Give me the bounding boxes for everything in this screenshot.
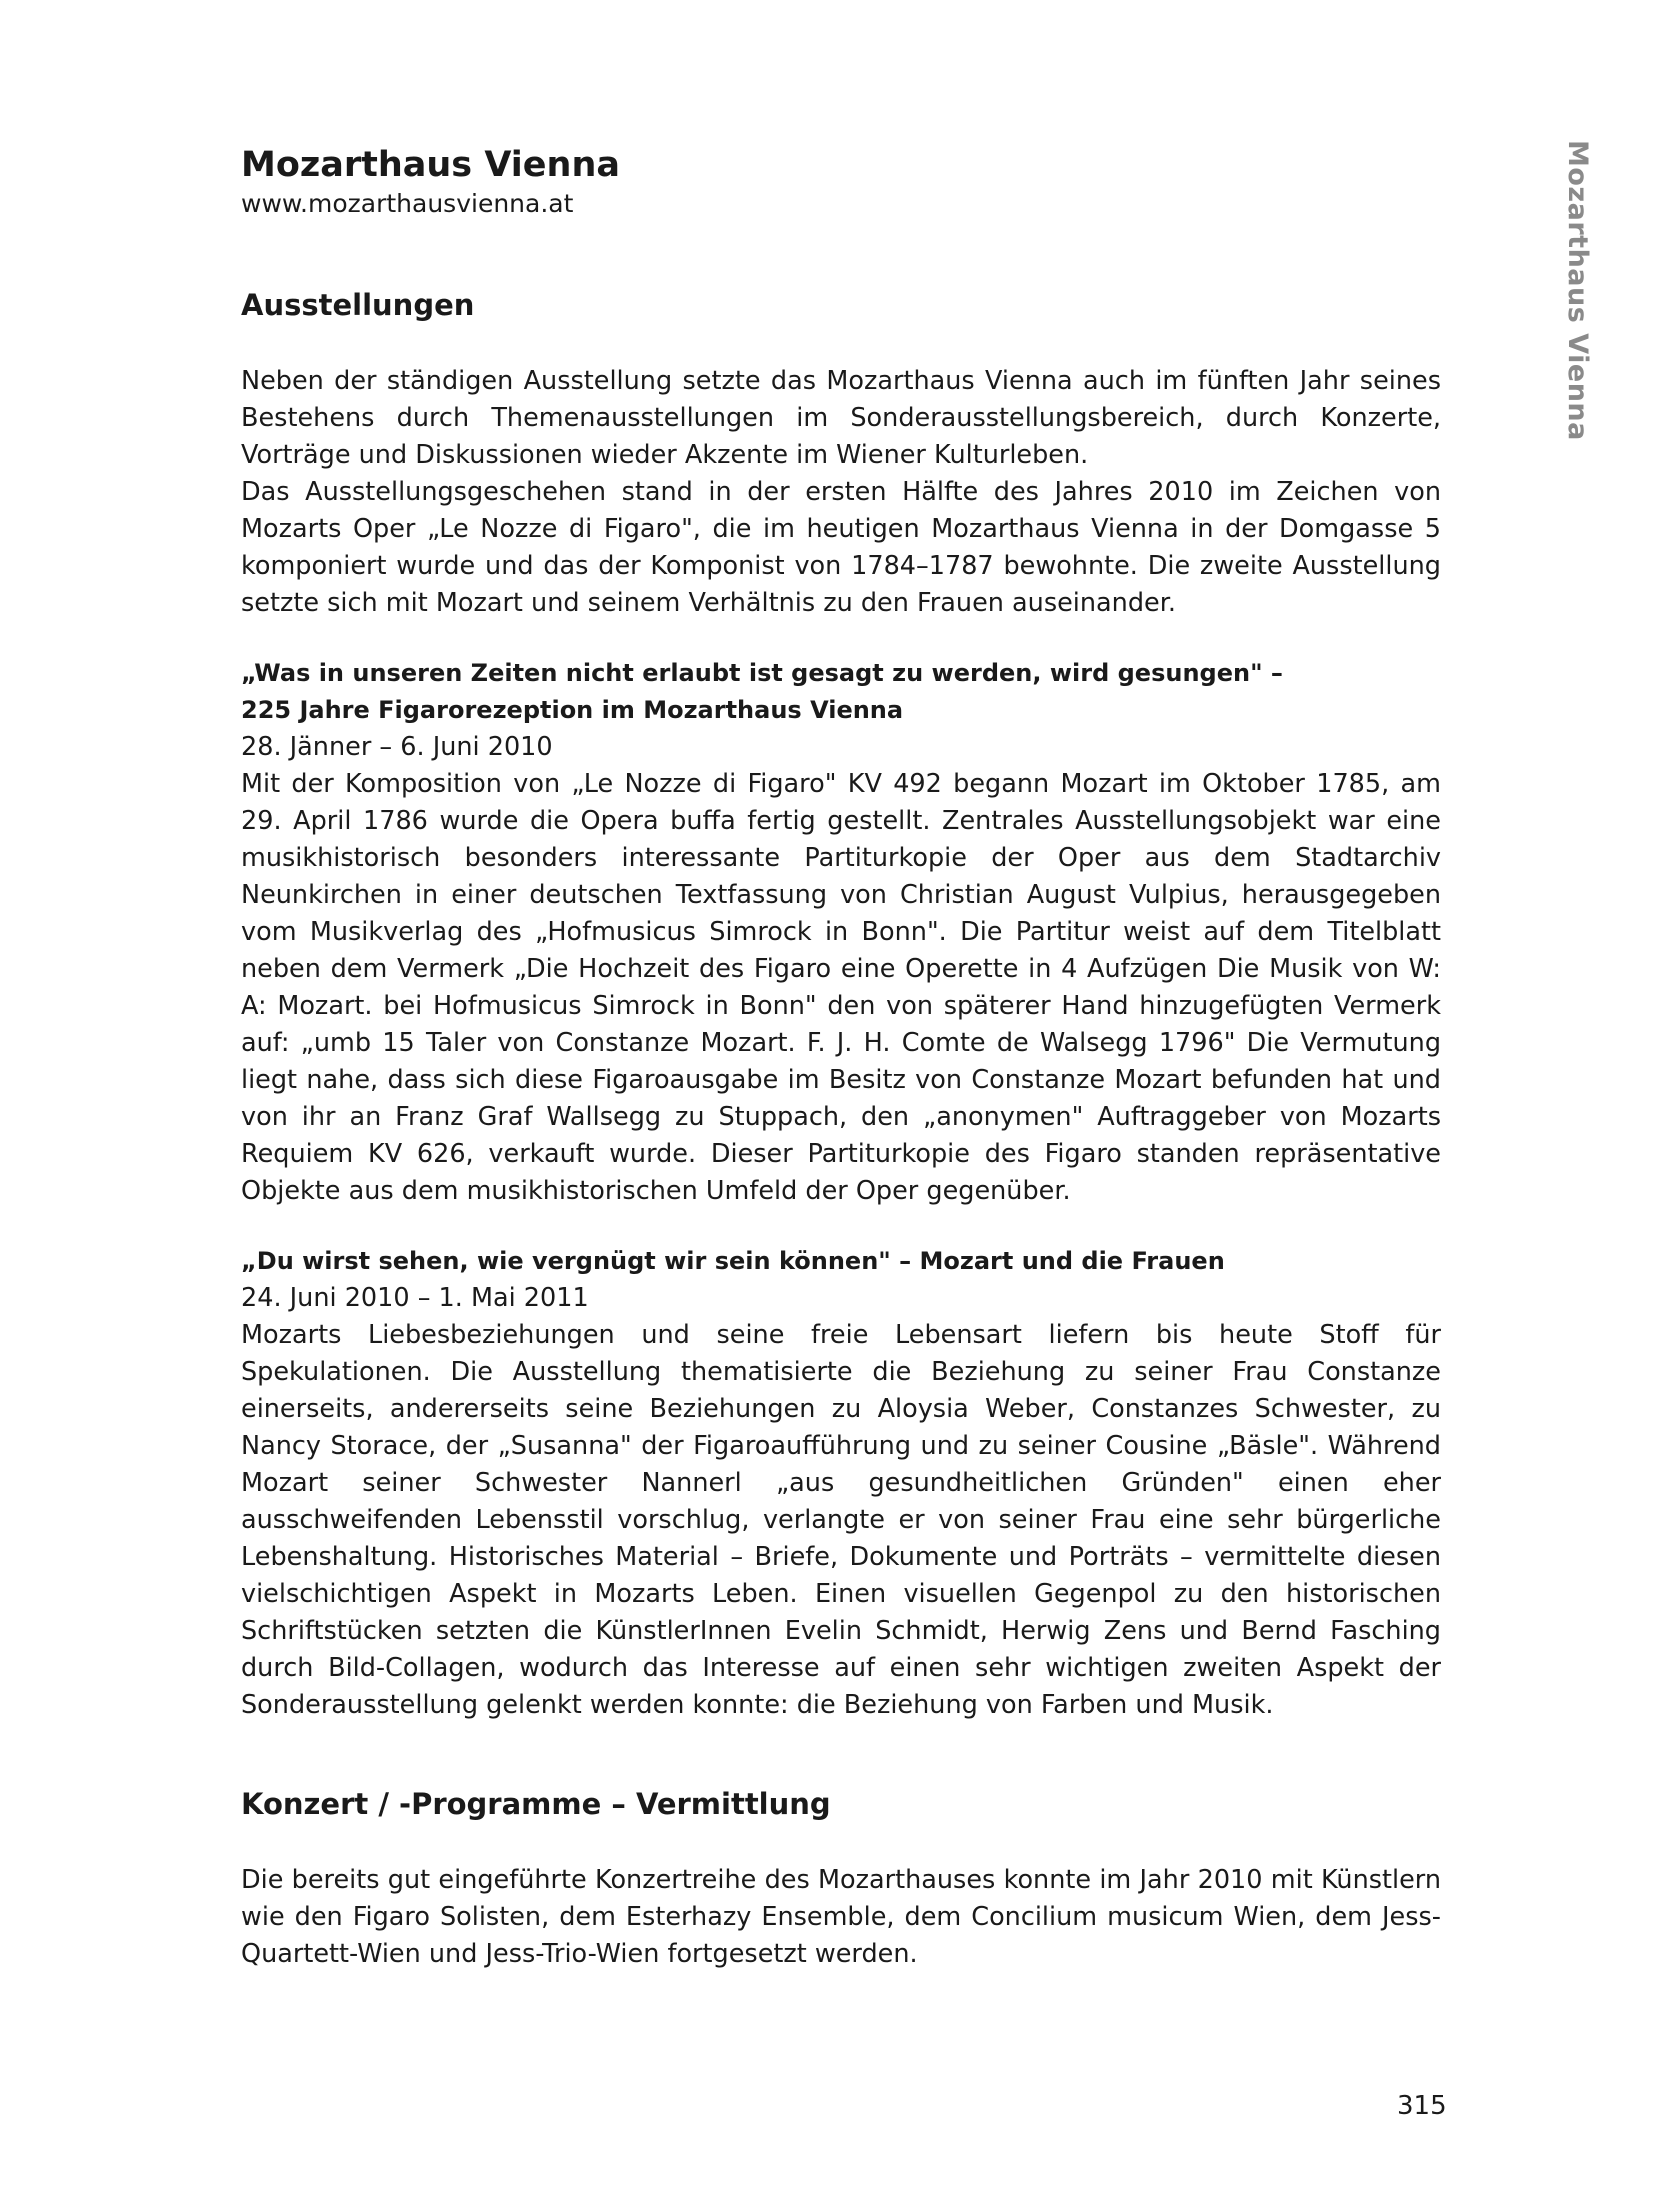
page-content — [241, 143, 1441, 1973]
exhibition-description: Mit der Komposition von „Le Nozze di Figaro" KV 492 begann Mozart im Oktober 1785, am 29. April 1786 wurde die Opera buffa fertig gestellt. Zentrales Ausstellungsobjekt war eine musikhistorisch besonders interessante Partiturkopie der Oper aus dem Stadtarchiv Neunkirchen in einer deutschen Textfassung von Christian August Vulpius, herausgegeben vom Musikverlag des „Hofmusicus Simrock in Bonn". Die Partitur weist auf dem Titelblatt neben dem Vermerk „Die Hochzeit des Figaro eine Operette in 4 Aufzügen Die Musik von W: A: Mozart. bei Hofmusicus Simrock in Bonn" den von späterer Hand hinzugefügten Vermerk auf: „umb 15 Taler von Constanze Mozart. F. J. H. Comte de Walsegg 1796" Die Vermutung liegt nahe, dass sich diese Figaroausgabe im Besitz von Constanze Mozart befunden hat und von ihr an Franz Graf Wallsegg zu Stuppach, den „anonymen" Auftraggeber von Mozarts Requiem KV 626, verkauft wurde. Dieser Partiturkopie des Figaro standen repräsentative Objekte aus dem musikhistorischen Umfeld der Oper gegenüber. — [241, 769, 1441, 1206]
exhibition-dates: 28. Jänner – 6. Juni 2010 — [241, 732, 553, 762]
section-heading-concerts: Konzert / -Programme – Vermittlung — [241, 1787, 831, 1821]
exhibitions-intro — [241, 363, 1441, 622]
exhibition-title-line-2: 225 Jahre Figarorezeption im Mozarthaus Vienna — [241, 696, 904, 724]
exhibition-mozart-women — [241, 1243, 1441, 1724]
page-number: 315 — [1397, 2091, 1447, 2121]
website-url: www.mozarthausvienna.at — [241, 189, 574, 218]
exhibition-description: Mozarts Liebesbeziehungen und seine freie Lebensart liefern bis heute Stoff für Spekulationen. Die Ausstellung thematisierte die Beziehung zu seiner Frau Constanze einerseits, andererseits seine Beziehungen zu Aloysia Weber, Constanzes Schwester, zu Nancy Storace, der „Susanna" der Figaroaufführung und zu seiner Cousine „Bäsle". Während Mozart seiner Schwester Nannerl „aus gesundheitlichen Gründen" einen eher ausschweifenden Lebensstil vorschlug, verlangte er von seiner Frau eine sehr bürgerliche Lebenshaltung. Historisches Material – Briefe, Dokumente und Porträts – vermittelte diesen vielschichtigen Aspekt in Mozarts Leben. Einen visuellen Gegenpol zu den historischen Schriftstücken setzten die KünstlerInnen Evelin Schmidt, Herwig Zens und Bernd Fasching durch Bild-Collagen, wodurch das Interesse auf einen sehr wichtigen zweiten Aspekt der Sonderausstellung gelenkt werden konnte: die Beziehung von Farben und Musik. — [241, 1320, 1441, 1720]
concerts-paragraph: Die bereits gut eingeführte Konzertreihe des Mozarthauses konnte im Jahr 2010 mit Künstlern wie den Figaro Solisten, dem Esterhazy Ensemble, dem Concilium musicum Wien, dem Jess-Quartett-Wien und Jess-Trio-Wien fortgesetzt werden. — [241, 1865, 1441, 1969]
concerts-section — [241, 1862, 1441, 1973]
page-title: Mozarthaus Vienna — [241, 145, 620, 185]
exhibition-figaro — [241, 655, 1441, 1210]
running-side-title: Mozarthaus Vienna — [1562, 140, 1593, 441]
intro-paragraph-1: Neben der ständigen Ausstellung setzte das Mozarthaus Vienna auch im fünften Jahr seines Bestehens durch Themenausstellungen im Sonderausstellungsbereich, durch Konzerte, Vorträge und Diskussionen wieder Akzente im Wiener Kulturleben. — [241, 366, 1441, 470]
exhibition-dates: 24. Juni 2010 – 1. Mai 2011 — [241, 1283, 589, 1313]
intro-paragraph-2: Das Ausstellungsgeschehen stand in der ersten Hälfte des Jahres 2010 im Zeichen von Mozarts Oper „Le Nozze di Figaro", die im heutigen Mozarthaus Vienna in der Domgasse 5 komponiert wurde und das der Komponist von 1784–1787 bewohnte. Die zweite Ausstellung setzte sich mit Mozart und seinem Verhältnis zu den Frauen auseinander. — [241, 477, 1441, 618]
exhibition-title: „Du wirst sehen, wie vergnügt wir sein können" – Mozart und die Frauen — [241, 1247, 1225, 1275]
section-heading-exhibitions: Ausstellungen — [241, 288, 475, 322]
exhibition-title-line-1: „Was in unseren Zeiten nicht erlaubt ist gesagt zu werden, wird gesungen" – — [241, 659, 1283, 687]
